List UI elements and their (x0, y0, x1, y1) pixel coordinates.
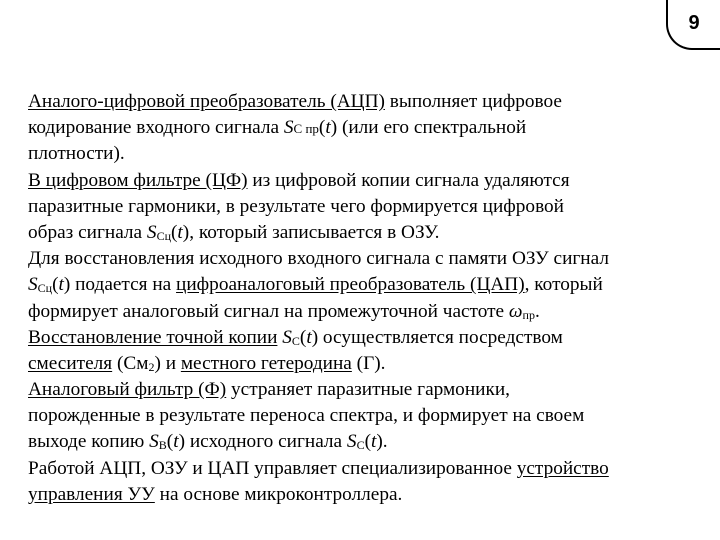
text-segment: ( (52, 274, 59, 296)
text-segment: S (283, 117, 294, 139)
underlined-term: В цифровом фильтре (ЦФ) (28, 169, 248, 191)
text-line (28, 351, 713, 377)
text-segment: ) осуществляется посредством (311, 326, 563, 348)
text-segment: Сц (156, 228, 171, 243)
text-segment: кодирование входного сигнала (28, 117, 284, 139)
body-text (28, 89, 713, 508)
text-segment: Сц (37, 281, 53, 296)
underlined-term: смесителя (28, 352, 113, 374)
text-segment: ( (171, 221, 178, 243)
text-segment: S (28, 274, 38, 296)
text-segment: выполняет цифровое (384, 91, 562, 112)
text-segment: ) и (154, 352, 181, 374)
text-segment: на основе микроконтроллера. (154, 483, 403, 505)
text-segment: С (291, 333, 300, 348)
text-segment: ω (508, 300, 523, 322)
underlined-term: цифроаналоговый преобразователь (ЦАП) (176, 274, 525, 296)
text-segment: , который (524, 274, 603, 296)
text-line (28, 115, 713, 141)
text-segment: S (149, 431, 159, 453)
text-segment: С пр (293, 121, 319, 137)
text-segment: выходе копию (28, 431, 150, 453)
text-line (28, 429, 713, 455)
text-line (28, 168, 713, 194)
text-line (28, 194, 713, 220)
text-line (28, 220, 713, 246)
text-segment: пр (522, 307, 535, 322)
text-segment: из цифровой копии сигнала удаляются (247, 169, 570, 191)
text-segment: ) подается на (63, 274, 177, 296)
text-segment: В (158, 438, 167, 453)
text-segment: образ сигнала (28, 221, 147, 243)
text-segment: Работой АЦП, ОЗУ и ЦАП управляет специализированное (28, 457, 517, 479)
page-number-badge: 9 (666, 0, 720, 50)
text-segment: t (371, 431, 377, 453)
text-line (28, 456, 713, 482)
text-segment: S (146, 221, 157, 243)
text-segment: порожденные в результате переноса спектра, и формирует на своем (28, 405, 585, 427)
text-segment: S (346, 431, 357, 453)
text-segment: 2 (148, 359, 155, 374)
text-segment: ) (или его спектральной (330, 117, 527, 139)
underlined-term: управления УУ (28, 483, 155, 505)
text-segment: t (177, 221, 183, 243)
text-segment: t (173, 431, 179, 453)
text-line (28, 482, 713, 508)
text-segment: паразитные гармоники, в результате чего формируется цифровой (28, 195, 565, 217)
underlined-term: устройство (516, 457, 609, 479)
text-segment: ( (364, 431, 371, 453)
text-segment: устраняет паразитные гармоники, (226, 379, 510, 401)
text-segment: формирует аналоговый сигнал на промежуточной частоте (28, 300, 509, 322)
text-segment: (Г). (351, 352, 386, 374)
underlined-term: Восстановление точной копии (28, 326, 278, 348)
text-line (28, 89, 713, 115)
text-line (28, 325, 713, 351)
underlined-term: Аналоговый фильтр (Ф) (28, 379, 227, 401)
text-segment: t (325, 117, 331, 139)
text-segment: t (306, 326, 312, 348)
text-line (28, 272, 713, 298)
text-segment: ) исходного сигнала (178, 431, 347, 453)
text-line (28, 377, 713, 403)
text-line (28, 299, 713, 325)
text-segment: плотности). (28, 143, 125, 165)
text-segment: С (356, 438, 365, 453)
text-segment: ( (166, 431, 174, 453)
underlined-term: местного гетеродина (180, 352, 352, 374)
text-line (28, 141, 713, 167)
text-segment: ( (318, 117, 326, 139)
text-segment: . (534, 300, 540, 322)
text-segment: (См (112, 352, 149, 374)
text-line (28, 403, 713, 429)
text-segment: ( (299, 326, 307, 348)
text-line (28, 246, 713, 272)
underlined-term: Аналого-цифровой преобразователь (АЦП) (28, 91, 385, 112)
text-segment: ). (376, 431, 388, 453)
text-segment: ), который записывается в ОЗУ. (182, 221, 440, 243)
text-segment: Для восстановления исходного входного сигнала с памяти ОЗУ сигнал (28, 248, 609, 270)
text-segment: S (282, 326, 292, 348)
text-segment: t (58, 274, 64, 296)
